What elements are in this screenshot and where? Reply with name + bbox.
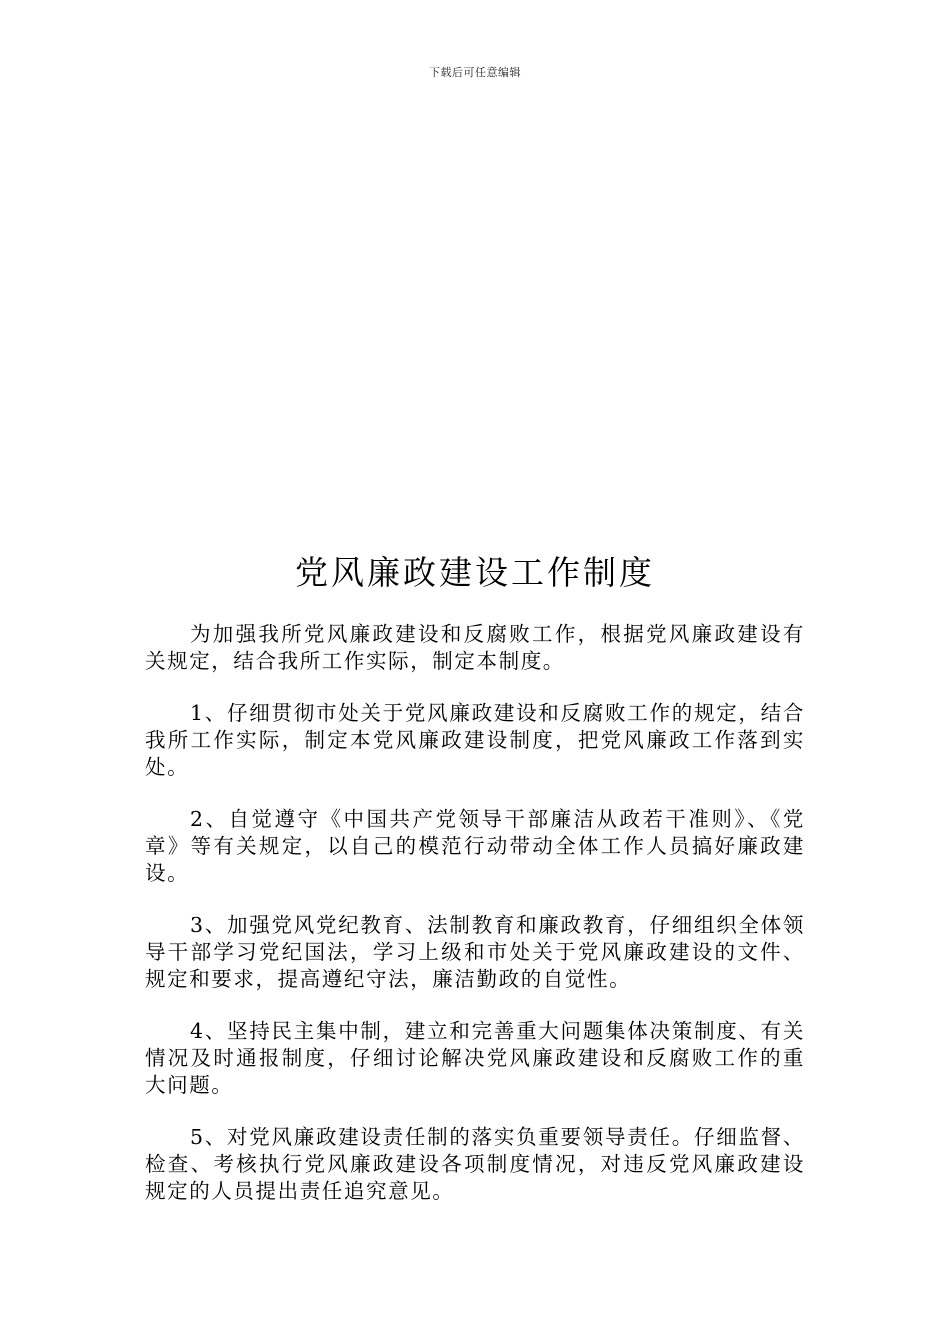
paragraph-item-4: 4、坚持民主集中制，建立和完善重大问题集体决策制度、有关情况及时通报制度，仔细讨论解决党风廉政建设和反腐败工作的重大问题。 <box>145 1019 805 1097</box>
paragraph-item-2: 2、自觉遵守《中国共产党领导干部廉洁从政若干准则》、《党章》等有关规定，以自己的模范行动带动全体工作人员搞好廉政建设。 <box>145 807 805 885</box>
paragraph-item-1: 1、仔细贯彻市处关于党风廉政建设和反腐败工作的规定，结合我所工作实际，制定本党风廉政建设制度，把党风廉政工作落到实处。 <box>145 701 805 779</box>
document-body <box>145 621 805 1230</box>
paragraph-intro: 为加强我所党风廉政建设和反腐败工作，根据党风廉政建设有关规定，结合我所工作实际，制定本制度。 <box>145 622 805 673</box>
paragraph-item-5: 5、对党风廉政建设责任制的落实负重要领导责任。仔细监督、检查、考核执行党风廉政建设各项制度情况，对违反党风廉政建设规定的人员提出责任追究意见。 <box>145 1125 805 1203</box>
page-header-note: 下载后可任意编辑 <box>429 66 521 79</box>
document-title: 党风廉政建设工作制度 <box>295 553 655 592</box>
paragraph-item-3: 3、加强党风党纪教育、法制教育和廉政教育，仔细组织全体领导干部学习党纪国法，学习上级和市处关于党风廉政建设的文件、规定和要求，提高遵纪守法，廉洁勤政的自觉性。 <box>145 913 805 991</box>
